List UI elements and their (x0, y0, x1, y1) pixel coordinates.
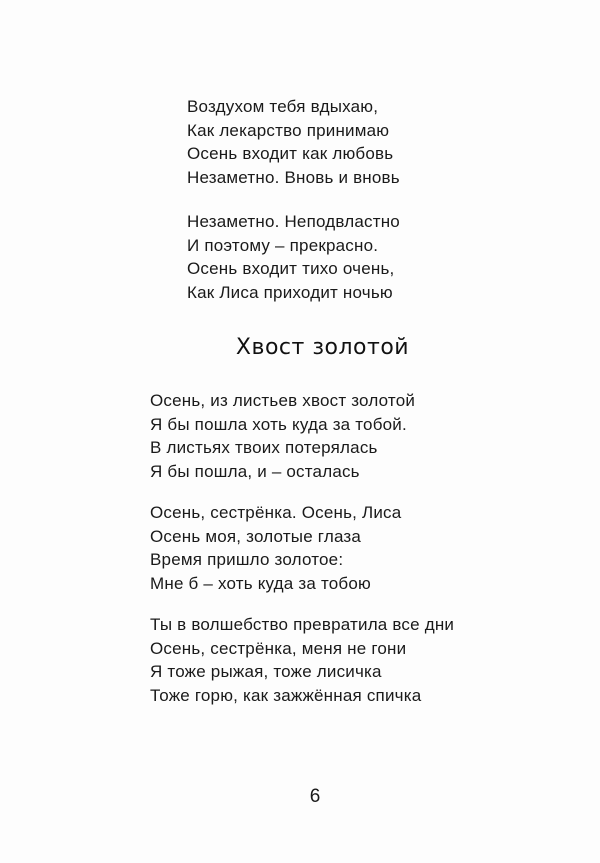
poem-line: Осень входит как любовь (187, 144, 394, 163)
poem-line: Как Лиса приходит ночью (187, 282, 393, 302)
poem-line: Незаметно. Вновь и вновь (187, 167, 400, 187)
poem-line: Тоже горю, как зажжённая спичка (150, 685, 422, 705)
poem-line: Осень моя, золотые глаза (150, 526, 362, 546)
page-number: 6 (309, 786, 321, 807)
poem-line: Незаметно. Неподвластно (187, 212, 400, 231)
poem-line: Осень входит тихо очень, (187, 259, 395, 278)
poem2-stanza-2 (150, 501, 401, 595)
poem-line: Как лекарство принимаю (187, 120, 390, 140)
poem-line: И поэтому – прекрасно. (187, 235, 379, 255)
poem1-stanza-1 (187, 95, 400, 189)
poem-line: Мне б – хоть куда за тобою (150, 573, 371, 593)
poem-line: Я тоже рыжая, тоже лисичка (150, 662, 382, 681)
poem-line: Осень, сестрёнка. Осень, Лиса (150, 503, 402, 522)
poem-line: Время пришло золотое: (150, 550, 344, 569)
poem-title: Хвост золотой (235, 335, 410, 360)
poem-line: Осень, из листьев хвост золотой (150, 391, 416, 410)
poem-line: Я бы пошла хоть куда за тобой. (150, 414, 407, 434)
poem2-stanza-3 (150, 613, 454, 707)
poem-line: Осень, сестрёнка, меня не гони (150, 638, 407, 658)
poem-line: Я бы пошла, и – осталась (150, 461, 360, 481)
poem1-stanza-2 (187, 210, 400, 304)
poem2-stanza-1 (150, 389, 415, 483)
poem-line: В листьях твоих потерялась (150, 438, 378, 457)
poem-line: Ты в волшебство превратила все дни (150, 615, 455, 634)
poem-line: Воздухом тебя вдыхаю, (187, 97, 379, 116)
